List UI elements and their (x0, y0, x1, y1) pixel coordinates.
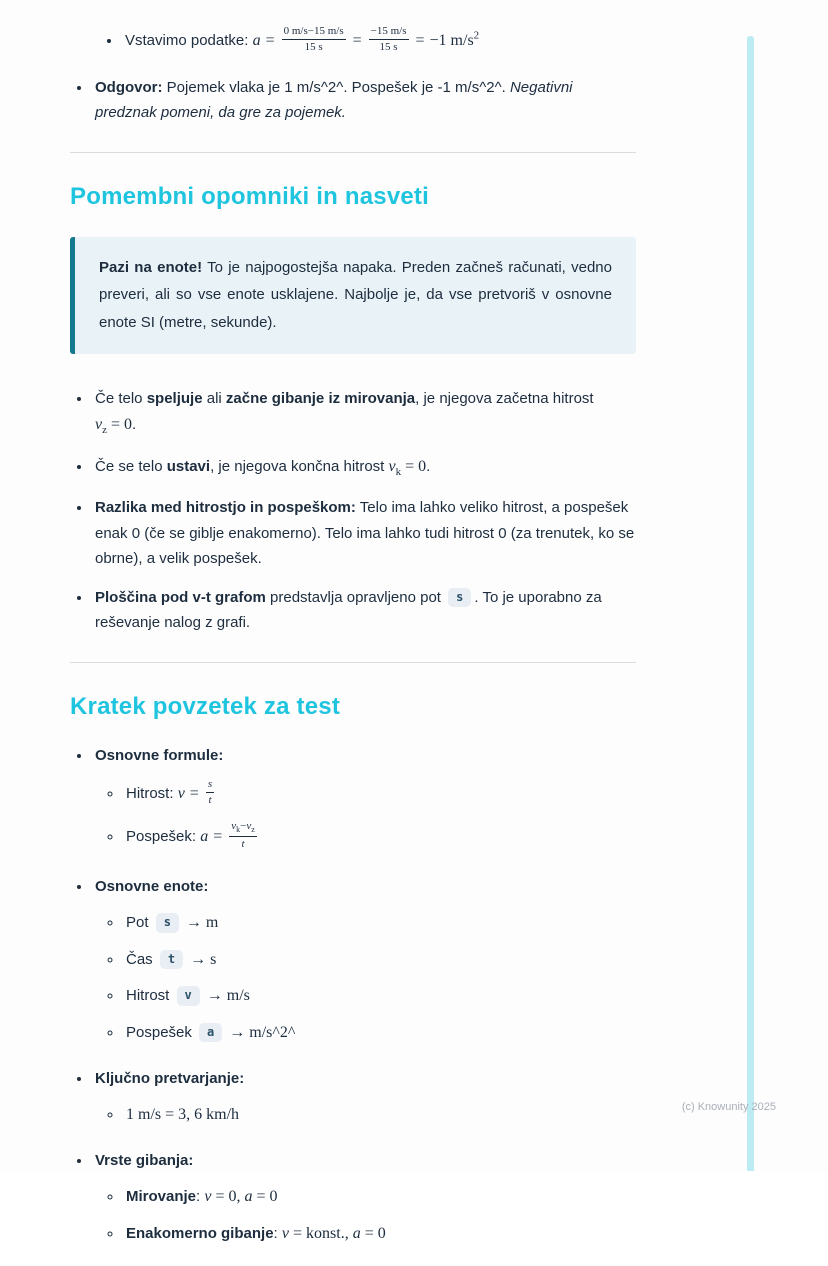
intro-list (70, 75, 636, 126)
unit-item (123, 1020, 636, 1046)
math-equals: = (415, 32, 425, 50)
callout-bold-lead: Pazi na enote! (99, 258, 203, 276)
bold-segment: speljuje (146, 389, 203, 407)
gibanja-sublist (95, 1184, 636, 1246)
math-equals: = (265, 32, 275, 50)
summary-group-pretvarjanje (92, 1066, 636, 1128)
list-item (92, 386, 636, 440)
text-segment: : (196, 1188, 205, 1206)
text-segment: . (132, 416, 137, 434)
fraction-denominator: t (241, 837, 245, 850)
text-segment: . To je uporabno za reševanje nalog z grafi. (95, 588, 602, 632)
math-subscript: z (251, 825, 255, 835)
bold-segment: ustavi (166, 458, 211, 476)
summary-group-gibanja (92, 1148, 636, 1247)
list-item (92, 453, 636, 482)
unit-text: m (205, 914, 219, 932)
answer-text: Pojemek vlaka je 1 m/s^2^. Pospešek je -1 m/s^2^. (162, 78, 510, 96)
math-inline (282, 1225, 386, 1242)
math-var-a: a (200, 827, 209, 845)
section-divider (70, 662, 636, 663)
arrow-glyph: → (181, 914, 206, 932)
text-segment: Pospešek: (126, 827, 201, 845)
inline-code-badge: v (177, 986, 200, 1005)
summary-group-formule (92, 743, 636, 854)
summary-group-enote (92, 874, 636, 1046)
math-equation: = 0, (211, 1188, 245, 1206)
math-var-a: a (244, 1188, 253, 1206)
group-heading: Osnovne enote: (95, 877, 209, 895)
fraction-denominator: t (208, 794, 212, 807)
formule-sublist (95, 779, 636, 854)
text-segment: predstavlja opravljeno pot (265, 588, 446, 606)
text-segment: , je njegova začetna hitrost (415, 389, 594, 407)
copyright-text: (c) Knowunity 2025 (681, 1101, 776, 1113)
bold-segment: Enakomerno gibanje (126, 1224, 274, 1242)
fraction-1 (282, 24, 346, 55)
formula-list-item (122, 26, 636, 57)
conversion-math: 1 m/s = 3, 6 km/h (126, 1106, 240, 1124)
math-var-a: a (352, 1224, 361, 1242)
fraction-denominator: 15 s (379, 40, 398, 53)
text-segment: : (273, 1224, 282, 1242)
page-edge-strip (747, 36, 754, 1171)
math-equals: = (189, 785, 199, 803)
unit-text: m/s (226, 987, 250, 1005)
inline-code-badge: a (199, 1023, 222, 1042)
math-equals: = (352, 32, 362, 50)
formula-math (252, 25, 480, 53)
arrow-glyph: → (186, 950, 211, 968)
text-segment: Pot (126, 914, 153, 932)
math-subscript: z (102, 424, 107, 437)
text-segment: . (426, 458, 431, 476)
text-segment: Telo ima lahko veliko hitrost, a pospešek enak 0 (če se giblje enakomerno). Telo ima lahko tudi hitrost 0 (za trenutek, ko se obrne), a velik pospešek. (95, 499, 635, 568)
math-inline (388, 458, 427, 479)
math-var-v: v (231, 819, 237, 832)
sub-list-item (123, 779, 636, 810)
motion-item (123, 1221, 636, 1247)
math-equation: = konst., (289, 1224, 353, 1242)
enote-sublist (95, 910, 636, 1045)
text-segment: Hitrost (126, 987, 174, 1005)
callout-paragraph (99, 254, 612, 337)
sub-list-item (123, 1102, 636, 1128)
bold-segment: Mirovanje (126, 1188, 197, 1206)
unit-item (123, 983, 636, 1009)
text-segment: Če telo (95, 389, 147, 407)
sub-list-item (123, 821, 636, 854)
fraction (229, 819, 257, 852)
unit-item (123, 947, 636, 973)
arrow-glyph: → (202, 987, 227, 1005)
bold-segment: Razlika med hitrostjo in pospeškom: (95, 499, 356, 517)
group-heading: Osnovne formule: (95, 746, 224, 764)
answer-list-item (92, 75, 636, 126)
pretvarjanje-sublist (95, 1102, 636, 1128)
text-segment: ali (202, 389, 226, 407)
fraction-2 (369, 24, 409, 55)
section-title-summary: Kratek povzetek za test (70, 692, 341, 720)
bold-segment: Ploščina pod v-t grafom (95, 588, 266, 606)
callout-note (70, 237, 636, 354)
math-inline (95, 416, 133, 437)
math-equation: = 0 (401, 458, 427, 476)
list-item (92, 495, 636, 572)
group-heading: Ključno pretvarjanje: (95, 1069, 245, 1087)
arrow-glyph: → (225, 1023, 250, 1041)
math-var-a: a (252, 32, 261, 50)
reminders-list (70, 386, 636, 636)
text-segment: , je njegova končna hitrost (210, 458, 389, 476)
callout-body-text: To je najpogostejša napaka. Preden začneš računati, vedno preveri, ali so vse enote usklajene. Najbolje je, da vse pretvoriš v osnovne enote SI (metre, sekunde). (99, 258, 612, 332)
section-title-reminders: Pomembni opomniki in nasveti (70, 182, 429, 210)
bold-segment: začne gibanje iz mirovanja (225, 389, 416, 407)
math-superscript: 2 (473, 29, 480, 42)
document-content (70, 26, 636, 1266)
unit-text: s (210, 950, 217, 968)
text-segment: Čas (126, 950, 157, 968)
math-inline (200, 819, 259, 850)
list-item (92, 585, 636, 636)
fraction-numerator (229, 819, 257, 837)
motion-item (123, 1184, 636, 1210)
math-equation: = 0 (107, 416, 133, 434)
math-var-v: v (246, 819, 252, 832)
group-heading: Vrste gibanja: (95, 1151, 194, 1169)
text-segment: Hitrost: (126, 785, 178, 803)
answer-label: Odgovor: (95, 78, 163, 96)
math-result: −1 m/s (429, 32, 474, 50)
math-equation: = 0 (252, 1188, 278, 1206)
inline-code-badge: s (156, 913, 179, 932)
math-var-v: v (95, 416, 103, 434)
intro-sublist (70, 26, 636, 57)
fraction-numerator: −15 m/s (369, 24, 409, 40)
math-var-v: v (204, 1188, 212, 1206)
math-equation: = 0 (360, 1224, 386, 1242)
math-subscript: k (236, 825, 241, 835)
math-var-v: v (177, 785, 185, 803)
math-minus: − (240, 819, 247, 832)
math-subscript: k (395, 466, 402, 479)
math-inline (204, 1188, 277, 1205)
math-inline (177, 778, 216, 807)
fraction-numerator: s (206, 777, 214, 793)
math-var-v: v (281, 1224, 289, 1242)
unit-text: m/s^2^ (249, 1023, 296, 1041)
fraction (206, 777, 214, 808)
math-equals: = (213, 827, 223, 845)
answer-note-italic: Negativni predznak pomeni, da gre za pojemek. (95, 78, 573, 122)
formula-lead-text: Vstavimo podatke: (125, 32, 253, 50)
math-var-v: v (388, 458, 396, 476)
unit-item (123, 910, 636, 936)
fraction-denominator: 15 s (304, 40, 323, 53)
inline-code-badge: s (448, 588, 471, 607)
fraction-numerator: 0 m/s−15 m/s (282, 24, 346, 40)
section-divider (70, 152, 636, 153)
text-segment: Pospešek (126, 1023, 197, 1041)
text-segment: Če se telo (95, 458, 167, 476)
inline-code-badge: t (160, 950, 183, 969)
